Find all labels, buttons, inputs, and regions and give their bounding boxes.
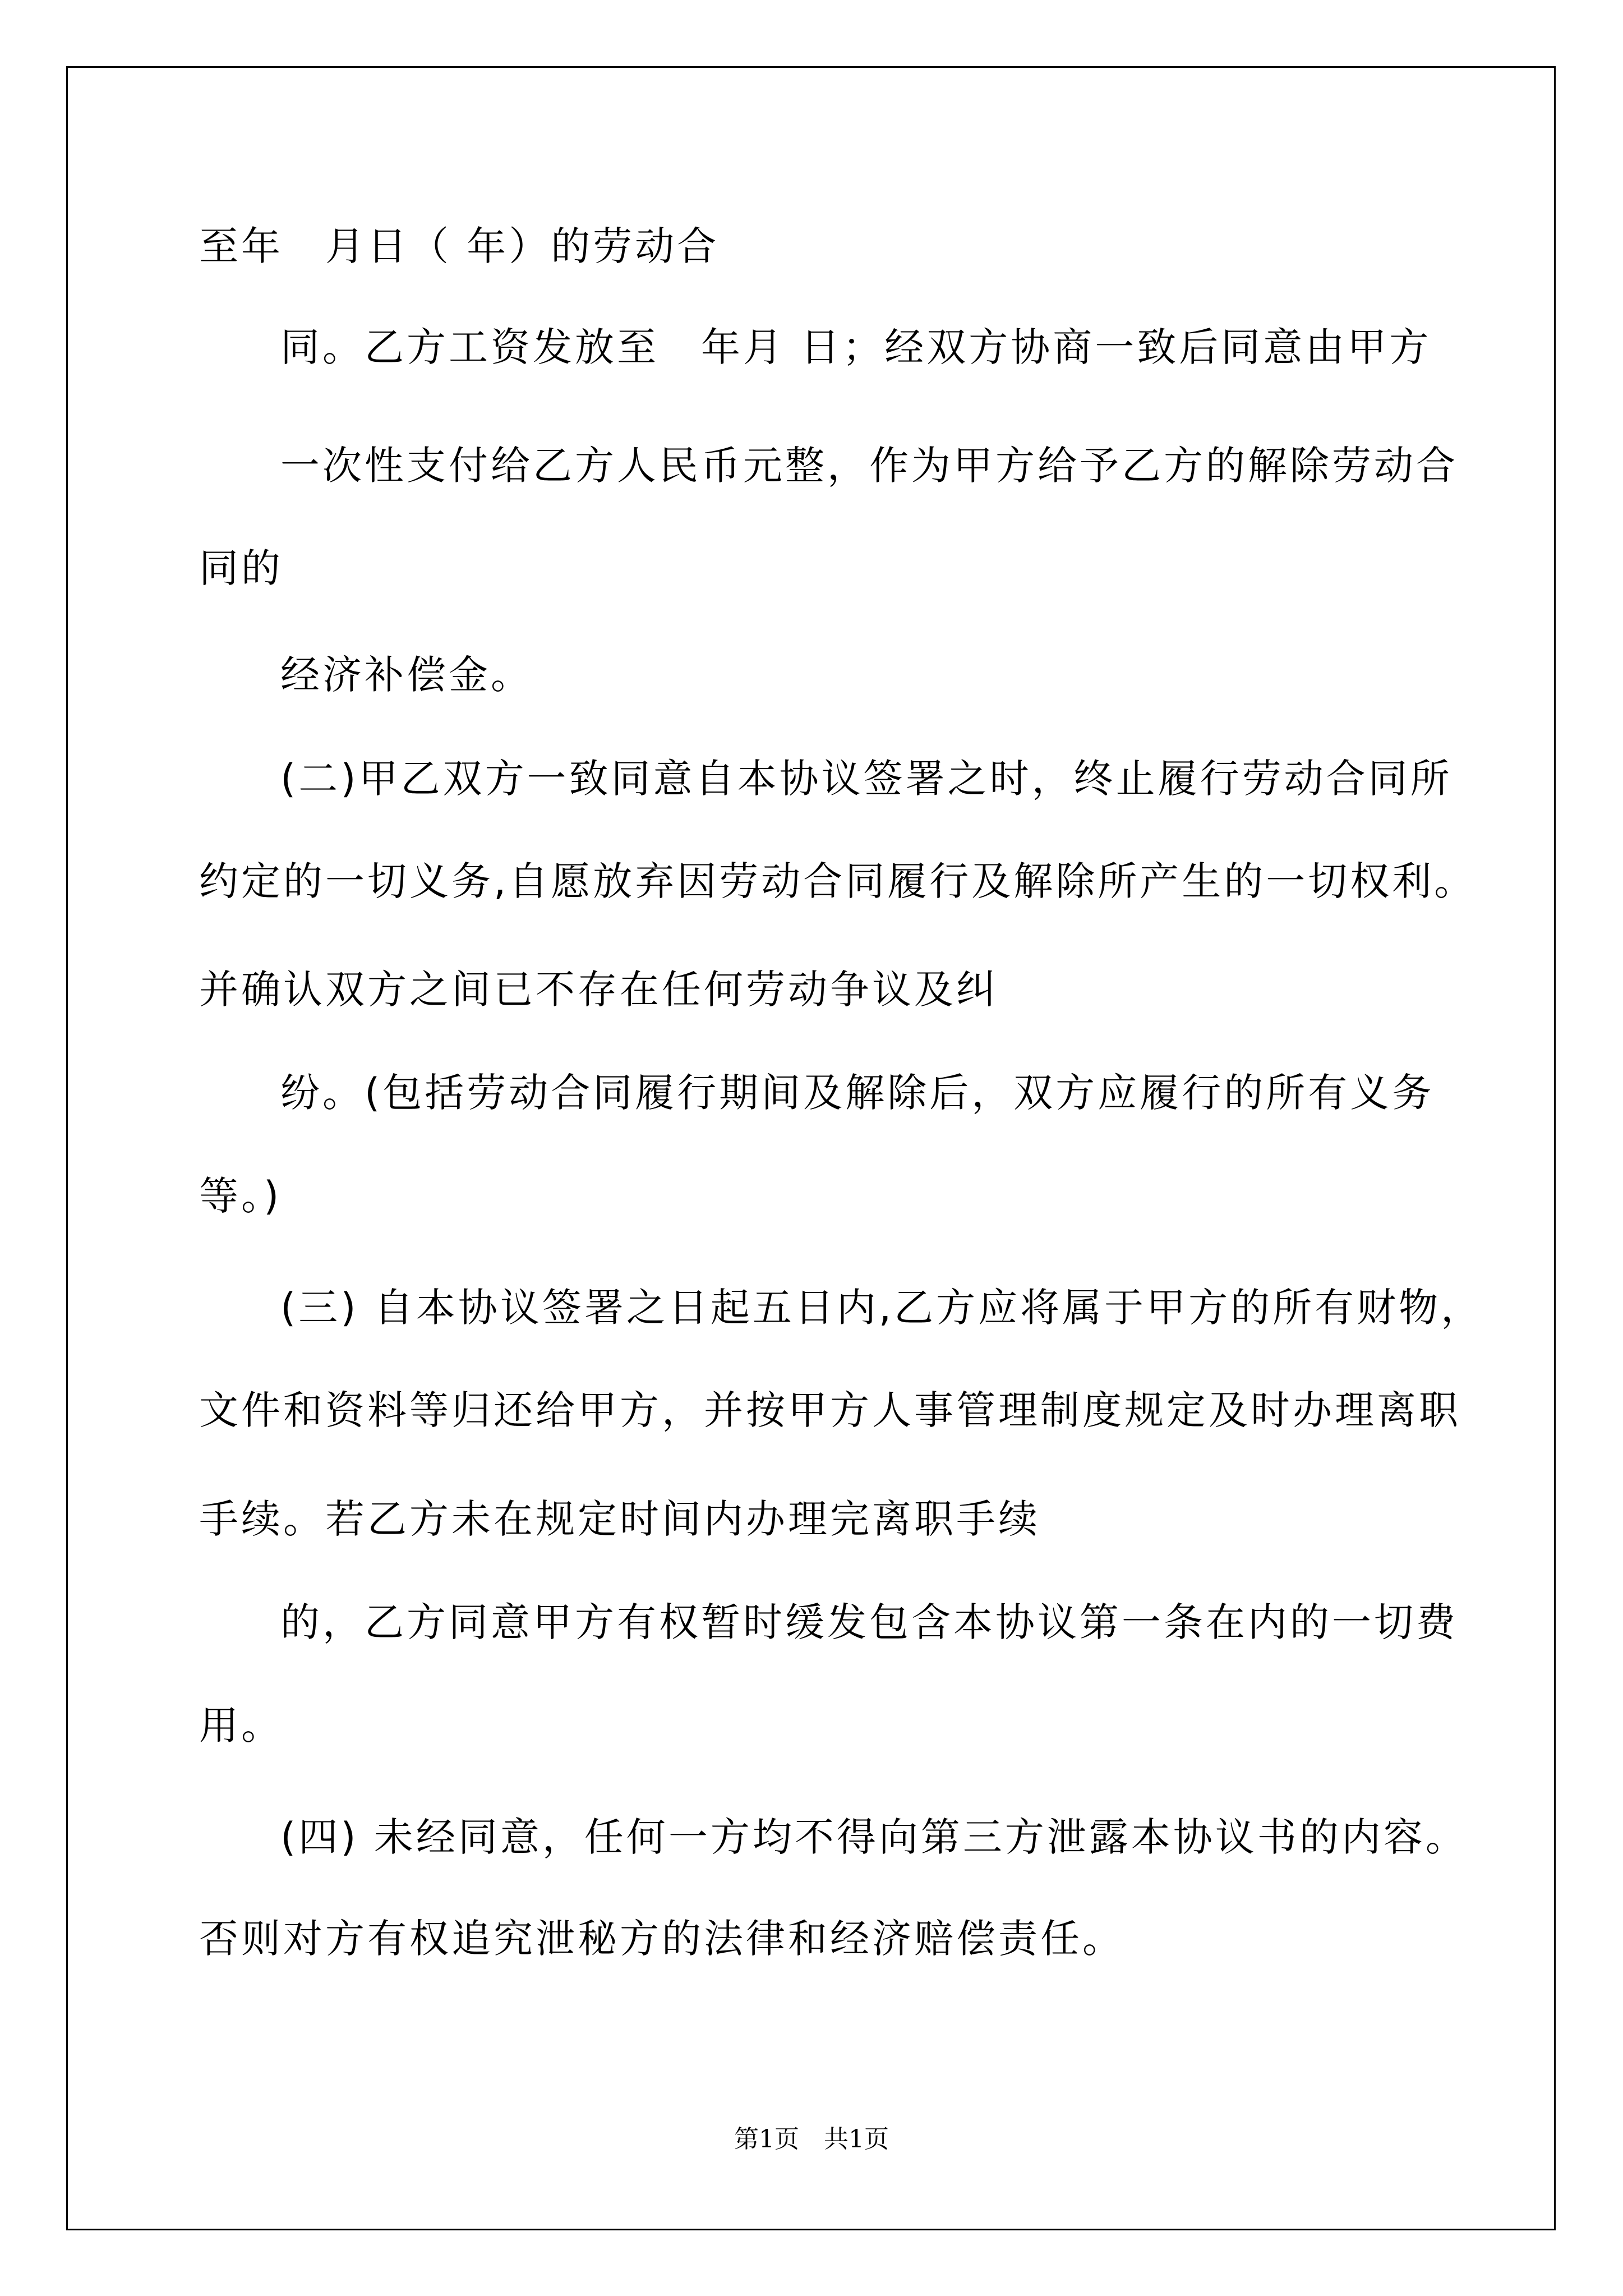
text-line-1: 至年 月日（ 年）的劳动合 — [199, 223, 720, 269]
text-line-4: 同的 — [199, 545, 283, 591]
text-line-11: (三) 自本协议签署之日起五日内,乙方应将属于甲方的所有财物， — [280, 1285, 1483, 1331]
page-border — [66, 66, 1556, 2230]
text-line-14: 的，乙方同意甲方有权暂时缓发包含本协议第一条在内的一切费 — [280, 1599, 1458, 1645]
text-line-2: 同。乙方工资发放至 年月 日；经双方协商一致后同意由甲方 — [280, 324, 1432, 370]
text-line-7: 约定的一切义务,自愿放弃因劳动合同履行及解除所产生的一切权利。 — [199, 858, 1477, 904]
text-line-10: 等。) — [199, 1173, 282, 1219]
text-line-5: 经济补偿金。 — [280, 652, 533, 698]
page-number-footer: 第1页 共1页 — [734, 2125, 889, 2154]
text-line-12: 文件和资料等归还给甲方，并按甲方人事管理制度规定及时办理离职 — [199, 1387, 1461, 1433]
text-line-3: 一次性支付给乙方人民币元整，作为甲方给予乙方的解除劳动合 — [280, 443, 1458, 489]
text-line-6: (二)甲乙双方一致同意自本协议签署之时，终止履行劳动合同所 — [280, 756, 1453, 802]
text-line-9: 纷。(包括劳动合同履行期间及解除后，双方应履行的所有义务 — [280, 1070, 1435, 1116]
text-line-13: 手续。若乙方未在规定时间内办理完离职手续 — [199, 1496, 1040, 1542]
text-line-17: 否则对方有权追究泄秘方的法律和经济赔偿责任。 — [199, 1916, 1124, 1962]
text-line-15: 用。 — [199, 1703, 283, 1749]
text-line-8: 并确认双方之间已不存在任何劳动争议及纠 — [199, 967, 998, 1013]
text-line-16: (四) 未经同意，任何一方均不得向第三方泄露本协议书的内容。 — [280, 1814, 1468, 1860]
